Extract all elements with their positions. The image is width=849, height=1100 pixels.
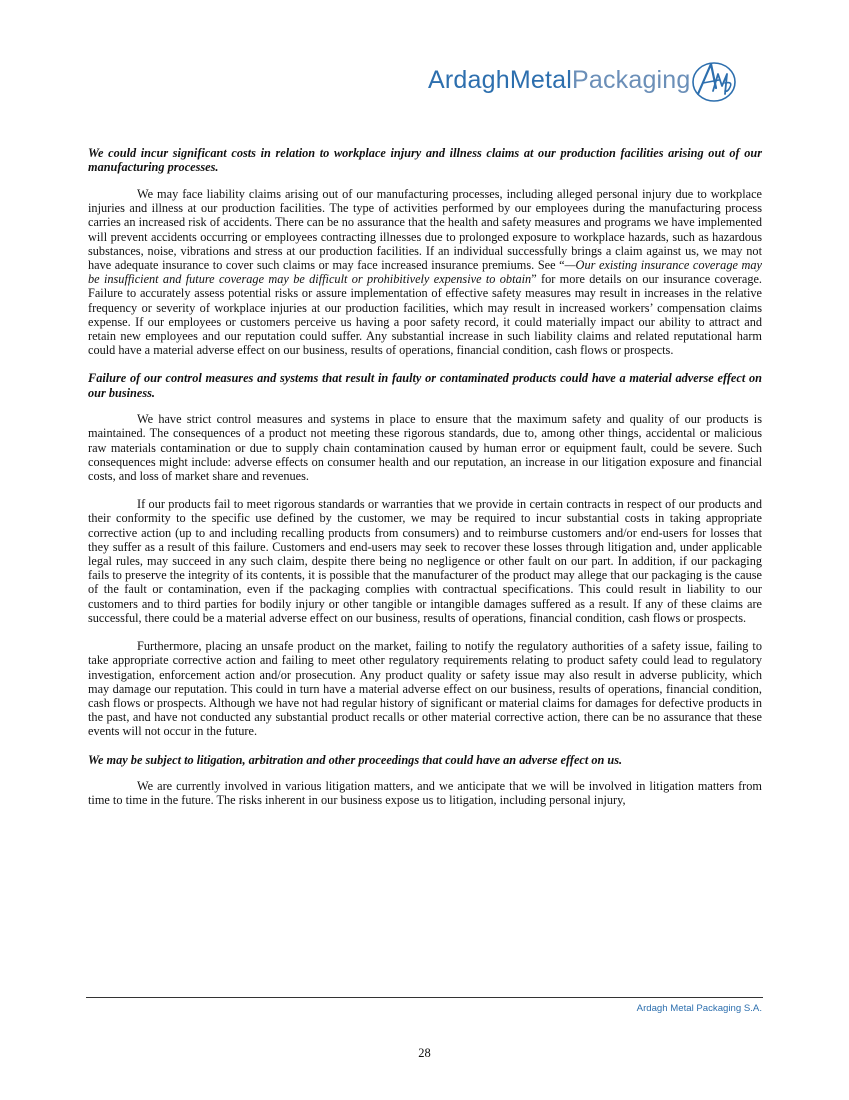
body-paragraph: Furthermore, placing an unsafe product on the market, failing to notify the regulatory authorities of a safety issue, failing to take appropriate corrective action and failing to meet other regulatory requirements relating to product safety could lead to regulatory investigation, enforcement action and/or prosecution. Any product quality or safety issue may also result in adverse publicity, which may damage our reputation. This could in turn have a material adverse effect on our business, results of operations, financial condition, cash flows or prospects. Although we have not had regular history of significant or material claims for damages for defective products in the past, and have not conducted any substantial product recalls or other material corrective action, there can be no assurance that these events will not occur in the future. [88,639,762,739]
logo-wordmark: ArdaghMetalPackaging [428,66,691,94]
footer-company-name: Ardagh Metal Packaging S.A. [636,1003,762,1014]
body-paragraph: If our products fail to meet rigorous standards or warranties that we provide in certain contracts in respect of our products and their conformity to the specific use defined by the customer, we may be required to incur substantial costs in taking appropriate corrective action (up to and including recalling products from consumers) and to reimburse customers and/or end-users for losses that they suffer as a result of this failure. Customers and end-users may seek to recover these losses through litigation and, under applicable legal rules, may succeed in any such claim, despite there being no negligence or other fault on our part. In addition, if our packaging fails to preserve the integrity of its contents, it is possible that the manufacturer of the product may allege that our packaging is the cause of the fault or contamination, even if the packaging complies with contractual specifications. This could result in liability to our customers and to third parties for bodily injury or other tangible or intangible damages suffered as a result. If any of these claims are successful, there could be a material adverse effect on our business, results of operations, financial condition, cash flows or prospects. [88,497,762,625]
section-heading: We may be subject to litigation, arbitration and other proceedings that could have an adverse effect on us. [88,752,623,767]
page-number: 28 [418,1046,431,1060]
section-heading: We could incur significant costs in relation to workplace injury and illness claims at our production facilities arising out of our manufacturing processes. [88,146,762,175]
section-heading: Failure of our control measures and systems that result in faulty or contaminated products could have a material adverse effect on our business. [88,371,762,400]
footer-divider [86,997,763,998]
company-logo [428,58,748,106]
body-paragraph: We have strict control measures and systems in place to ensure that the maximum safety and quality of our products is maintained. The consequences of a product not meeting these rigorous standards, due to, among other things, accidental or malicious raw materials contamination or due to supply chain contamination caused by human error or equipment fault, could be severe. Such consequences might include: adverse effects on consumer health and our reputation, an increase in our litigation exposure and financial costs, and loss of market share and revenues. [88,412,762,484]
cross-reference-title: —Our existing insurance coverage may be insufficient and future coverage may be difficult or prohibitively expensive to obtain [88,257,763,287]
document-body [88,146,762,822]
body-paragraph: We may face liability claims arising out of our manufacturing processes, including alleged personal injury due to workplace injuries and illness at our production facilities. The type of activities performed by our employees during the manufacturing process carries an increased risk of accidents. There can be no assurance that the health and safety measures and programs we have implemented will prevent accidents occurring or employees contracting illnesses due to prolonged exposure to workplace hazards, such as hazardous substances, noise, vibrations and stress at our production facilities. If an individual successfully brings a claim against us, we may not have adequate insurance to cover such claims or may face increased insurance premiums. See “—Our existing insurance coverage may be insufficient and future coverage may be difficult or prohibitively expensive to obtain” for more details on our insurance coverage. Failure to accurately assess potential risks or assure implementation of effective safety measures may result in increases in the relative frequency or severity of workplace injuries at our production facilities, which may result in increased workers’ compensation claims expense. If our employees or customers perceive us having a poor safety record, it could materially impact our ability to attract and retain new employees and our reputation could suffer. Any substantial increase in such liability claims and related reputational harm could have a material adverse effect on our business, results of operations, financial condition, cash flows or prospects. [88,186,763,358]
amp-logo-mark-icon [689,58,739,104]
body-paragraph: We are currently involved in various litigation matters, and we anticipate that we will be involved in litigation matters from time to time in the future. The risks inherent in our business expose us to litigation, including personal injury, [88,779,762,808]
